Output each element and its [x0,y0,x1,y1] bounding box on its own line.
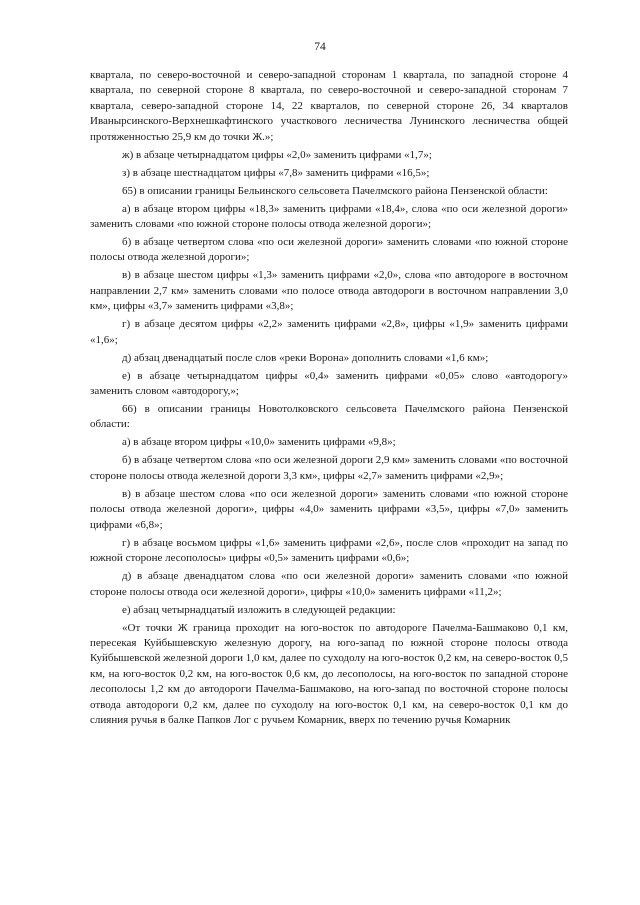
paragraph: з) в абзаце шестнадцатом цифры «7,8» заменить цифрами «16,5»; [122,166,430,179]
paragraph: в) в абзаце шестом цифры «1,3» заменить цифрами «2,0», слова «по автодороге в восточном направлении 2,7 км» заменить словами «по полосе отвода автодороги в восточном направлении 3,0 км», цифры «3,7» заменить цифрами «3,8»; [90,269,568,313]
paragraph: ж) в абзаце четырнадцатом цифры «2,0» заменить цифрами «1,7»; [122,148,432,161]
paragraph: б) в абзаце четвертом слова «по оси железной дороги» заменить словами «по южной стороне полосы отвода железной дороги»; [90,236,568,264]
paragraph: д) в абзаце двенадцатом слова «по оси железной дороги» заменить словами «по южной стороне полосы отвода оси железной дороги», цифры «10,0» заменить цифрами «11,2»; [90,570,568,598]
paragraph: «От точки Ж граница проходит на юго-восток по автодороге Пачелма-Башмаково 0,1 км, пересекая Куйбышевскую железную дорогу, на юго-запад по южной стороне полосы отвода Куйбышевской железной дороги 1,0 км, далее по суходолу на юго-восток 0,2 км, на северо-восток 0,5 км, на юго-восток 0,2 км, на юго-восток 0,6 км, до лесополосы, на юго-восток по западной стороне лесополосы 1,2 км до автодороги Пачелма-Башмаково, на юго-запад по восточной стороне полосы отвода автодороги 0,2 км, далее по суходолу на юго-восток 0,1 км, на северо-восток 0,1 км до слияния ручья в балке Папков Лог с ручьем Комарник, вверх по течению ручья Комарник [90,621,568,726]
paragraph: б) в абзаце четвертом слова «по оси железной дороги 2,9 км» заменить словами «по восточной стороне полосы отвода железной дороги 3,3 км», цифры «2,7» заменить цифрами «2,9»; [90,454,568,482]
paragraph: а) в абзаце втором цифры «10,0» заменить цифрами «9,8»; [122,436,396,449]
paragraph: г) в абзаце десятом цифры «2,2» заменить цифрами «2,8», цифры «1,9» заменить цифрами «1,6»; [90,318,568,346]
paragraph: д) абзац двенадцатый после слов «реки Ворона» дополнить словами «1,6 км»; [122,351,489,364]
document-body [90,68,568,731]
paragraph: е) в абзаце четырнадцатом цифры «0,4» заменить цифрами «0,05» слово «автодорогу» заменить словом «автодорогу,»; [90,369,568,398]
paragraph: а) в абзаце втором цифры «18,3» заменить цифрами «18,4», слова «по оси железной дороги» заменить словами «по южной стороне полосы отвода железной дороги»; [90,202,568,231]
paragraph: в) в абзаце шестом слова «по оси железной дороги» заменить словами «по южной стороне полосы отвода железной дороги», цифры «4,0» заменить цифрами «3,5», цифры «7,0» заменить цифрами «6,8»; [90,487,568,531]
page-number: 74 [314,41,326,53]
paragraph: е) абзац четырнадцатый изложить в следующей редакции: [122,603,396,616]
paragraph: 65) в описании границы Бельинского сельсовета Пачелмского района Пензенской области: [122,184,548,197]
paragraph: г) в абзаце восьмом цифры «1,6» заменить цифрами «2,6», после слов «проходит на запад по южной стороне лесополосы» цифры «0,5» заменить цифрами «0,6»; [90,536,568,565]
paragraph: квартала, по северо-восточной и северо-западной сторонам 1 квартала, по западной стороне 4 квартала, по северной стороне 8 квартала, по северо-восточной и северо-западной сторонам 7 квартала, северо-западной стороне 14, 22 кварталов, по северной стороне 26, 34 кварталов Иваныpсинского-Верхнешкафтинского участкового лесничества Лунинского лесничества общей протяженностью 25,9 км до точки Ж.»; [90,69,568,143]
paragraph: 66) в описании границы Новотолковского сельсовета Пачелмского района Пензенской области: [90,403,568,431]
